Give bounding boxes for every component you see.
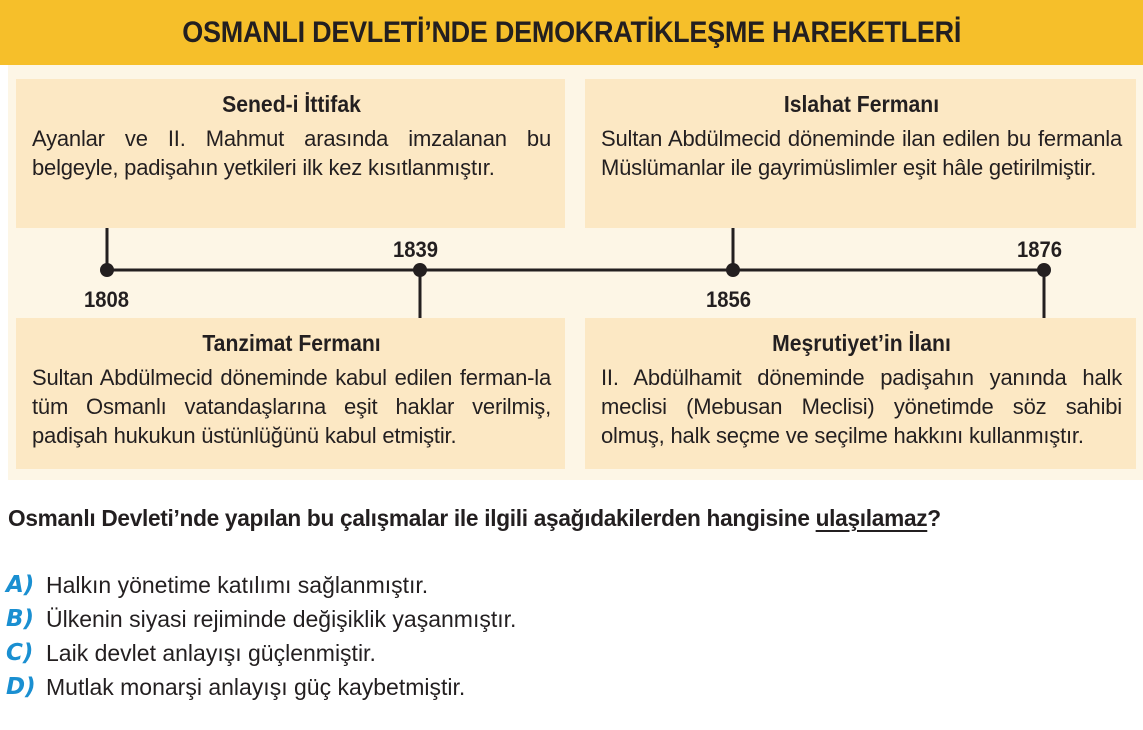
option-letter: C) [6, 640, 34, 666]
card-text: II. Abdülhamit döneminde padişahın yanında halk meclisi (Mebusan Meclisi) yönetimde söz sahibi olmuş, halk seçme ve seçilme hakkını kullanmıştır. [601, 365, 1122, 448]
option-text: Halkın yönetime katılımı sağlanmıştır. [46, 571, 429, 598]
year-1808: 1808 [83, 287, 129, 312]
option-d[interactable] [6, 670, 516, 704]
option-c[interactable] [6, 636, 516, 670]
card-text: Sultan Abdülmecid döneminde ilan edilen bu fermanla Müslümanlar ile gayrimüslimler eşit hâle getirilmiştir. [601, 126, 1122, 180]
question-text: Osmanlı Devleti’nde yapılan bu çalışmalar ile ilgili aşağıdakilerden hangisine ulaşılamaz? [8, 505, 941, 531]
option-b[interactable] [6, 602, 516, 636]
card-text: Ayanlar ve II. Mahmut arasında imzalanan bu belgeyle, padişahın yetkileri ilk kez kısıtlanmıştır. [32, 126, 551, 180]
question-emphasis: ulaşılamaz [815, 505, 928, 531]
year-1839: 1839 [392, 237, 438, 262]
answer-options [6, 568, 516, 704]
dot-1839 [413, 263, 427, 277]
option-text: Ülkenin siyasi rejiminde değişiklik yaşanmıştır. [46, 605, 517, 632]
card-title: Sened-i İttifak [222, 91, 361, 117]
page-title: OSMANLI DEVLETİ’NDE DEMOKRATİKLEŞME HAREKETLERİ [182, 15, 961, 49]
year-1876: 1876 [1016, 237, 1062, 262]
card-title: Meşrutiyet’in İlanı [772, 330, 951, 356]
dot-1808 [100, 263, 114, 277]
option-a[interactable] [6, 568, 516, 602]
option-letter: A) [6, 572, 35, 598]
option-letter: D) [6, 674, 36, 700]
dot-1856 [726, 263, 740, 277]
card-title: Tanzimat Fermanı [202, 330, 381, 356]
option-text: Laik devlet anlayışı güçlenmiştir. [46, 639, 376, 666]
option-letter: B) [6, 606, 35, 632]
option-text: Mutlak monarşi anlayışı güç kaybetmiştir. [46, 673, 466, 700]
year-1856: 1856 [705, 287, 751, 312]
card-title: Islahat Fermanı [783, 91, 940, 117]
dot-1876 [1037, 263, 1051, 277]
card-text: Sultan Abdülmecid döneminde kabul edilen ferman-la tüm Osmanlı vatandaşlarına eşit haklar verilmiş, padişah hukukun üstünlüğünü kabul etmiştir. [32, 365, 551, 448]
